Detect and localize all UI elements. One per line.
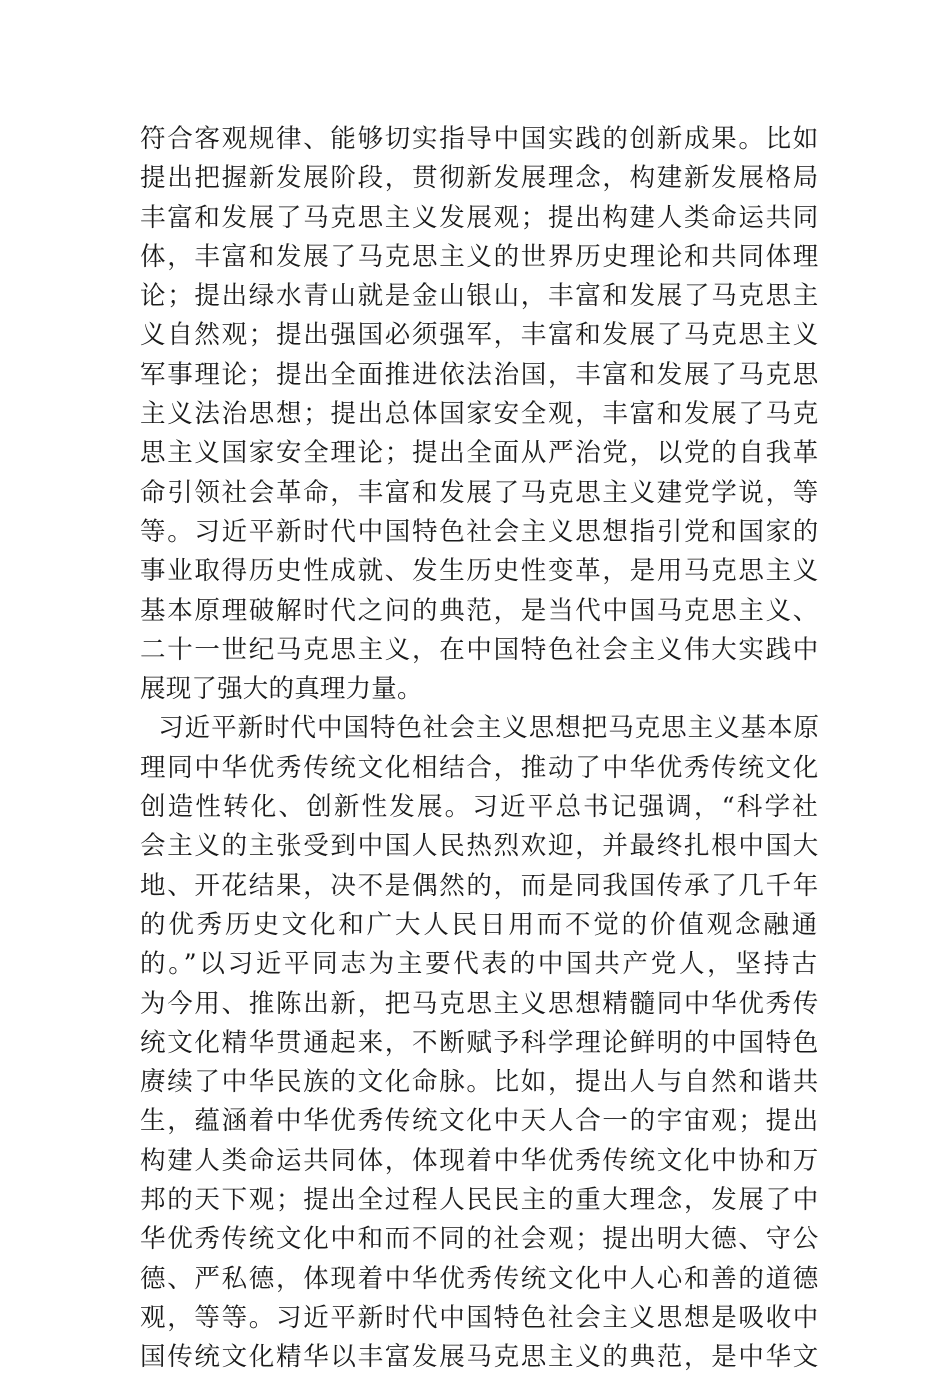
text-line: 的。”以习近平同志为主要代表的中国共产党人，坚持古 (140, 949, 820, 980)
text-line: 符合客观规律、能够切实指导中国实践的创新成果。比如 (140, 124, 820, 154)
text-line: 思主义国家安全理论；提出全面从严治党，以党的自我革 (140, 438, 820, 469)
text-line: 创造性转化、创新性发展。习近平总书记强调，“科学社 (140, 792, 820, 823)
text-line: 主义法治思想；提出总体国家安全观，丰富和发展了马克 (140, 399, 820, 430)
text-line: 义自然观；提出强国必须强军，丰富和发展了马克思主义 (140, 320, 820, 351)
text-line: 德、严私德，体现着中华优秀传统文化中人心和善的道德 (140, 1263, 820, 1294)
text-line: 事业取得历史性成就、发生历史性变革，是用马克思主义 (140, 556, 820, 587)
text-line: 习近平新时代中国特色社会主义思想把马克思主义基本原 (140, 713, 820, 744)
text-line: 丰富和发展了马克思主义发展观；提出构建人类命运共同 (140, 202, 820, 233)
text-line: 生，蕴涵着中华优秀传统文化中天人合一的宇宙观；提出 (140, 1106, 820, 1137)
text-line: 论；提出绿水青山就是金山银山，丰富和发展了马克思主 (140, 281, 820, 312)
text-line: 展现了强大的真理力量。 (140, 674, 423, 705)
text-line: 观，等等。习近平新时代中国特色社会主义思想是吸收中 (140, 1302, 820, 1333)
text-line: 提出把握新发展阶段，贯彻新发展理念，构建新发展格局 (140, 163, 820, 194)
text-line: 体，丰富和发展了马克思主义的世界历史理论和共同体理 (140, 241, 820, 272)
text-line: 军事理论；提出全面推进依法治国，丰富和发展了马克思 (140, 359, 820, 390)
text-line: 二十一世纪马克思主义，在中国特色社会主义伟大实践中 (140, 634, 820, 665)
text-line: 国传统文化精华以丰富发展马克思主义的典范，是中华文 (140, 1342, 820, 1373)
text-line: 华优秀传统文化中和而不同的社会观；提出明大德、守公 (140, 1224, 820, 1255)
text-line: 统文化精华贯通起来，不断赋予科学理论鲜明的中国特色 (140, 1027, 820, 1058)
document-body (140, 120, 820, 1378)
paragraph-1 (140, 120, 820, 709)
text-line: 邦的天下观；提出全过程人民民主的重大理念，发展了中 (140, 1185, 820, 1216)
text-line: 的优秀历史文化和广大人民日用而不觉的价值观念融通 (140, 909, 820, 940)
text-line: 等。习近平新时代中国特色社会主义思想指引党和国家的 (140, 516, 820, 547)
paragraph-2 (140, 709, 820, 1377)
text-line: 为今用、推陈出新，把马克思主义思想精髓同中华优秀传 (140, 988, 820, 1019)
text-line: 赓续了中华民族的文化命脉。比如，提出人与自然和谐共 (140, 1067, 820, 1098)
text-line: 理同中华优秀传统文化相结合，推动了中华优秀传统文化 (140, 752, 820, 783)
text-line: 基本原理破解时代之问的典范，是当代中国马克思主义、 (140, 595, 820, 626)
text-line: 构建人类命运共同体，体现着中华优秀传统文化中协和万 (140, 1145, 820, 1176)
text-line: 命引领社会革命，丰富和发展了马克思主义建党学说，等 (140, 477, 820, 508)
text-line: 会主义的主张受到中国人民热烈欢迎，并最终扎根中国大 (140, 831, 820, 862)
text-line: 地、开花结果，决不是偶然的，而是同我国传承了几千年 (140, 870, 820, 901)
